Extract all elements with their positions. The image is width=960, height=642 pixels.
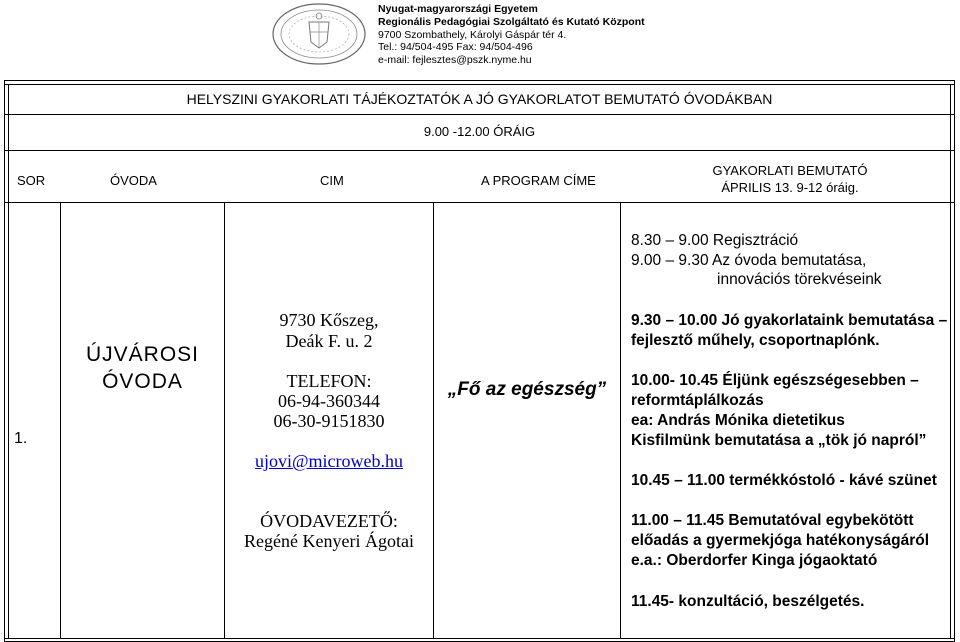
header-date: ÁPRILIS 13. 9-12 óráig. bbox=[721, 180, 859, 195]
head-name: Regéné Kenyeri Ágotai bbox=[244, 531, 414, 551]
schedule-item: 9.00 – 9.30 Az óvoda bemutatása, bbox=[631, 252, 867, 269]
header-gyakorlati: GYAKORLATI BEMUTATÓ bbox=[712, 163, 868, 178]
schedule-item: 10.00- 10.45 Éljünk egészségesebben – bbox=[631, 372, 919, 389]
phone-label: TELEFON: bbox=[286, 371, 372, 391]
schedule-item: 9.30 – 10.00 Jó gyakorlataink bemutatása – bbox=[631, 312, 948, 329]
schedule-item: innovációs törekvéseink bbox=[717, 271, 882, 288]
schedule-item: fejlesztő műhely, csoportnaplónk. bbox=[631, 332, 880, 349]
schedule-item: előadás a gyermekjóga hatékonyságáról bbox=[631, 532, 930, 549]
document-title: HELYSZINI GYAKORLATI TÁJÉKOZTATÓK A JÓ GYAKORLATOT BEMUTATÓ ÓVODÁKBAN bbox=[186, 91, 773, 107]
schedule-item: 11.45- konzultáció, beszélgetés. bbox=[631, 593, 865, 610]
document-time: 9.00 -12.00 ÓRÁIG bbox=[423, 124, 536, 139]
institution-phone: Tel.: 94/504-495 Fax: 94/504-496 bbox=[378, 41, 533, 53]
schedule-item: 10.45 – 11.00 termékkóstoló - kávé szünet bbox=[631, 472, 937, 489]
header-ovoda: ÓVODA bbox=[110, 173, 157, 188]
institution-address: 9700 Szombathely, Károlyi Gáspár tér 4. bbox=[378, 29, 567, 41]
schedule-item: reformtáplálkozás bbox=[631, 392, 764, 409]
address-line1: 9730 Kőszeg, bbox=[279, 310, 379, 330]
address-line2: Deák F. u. 2 bbox=[285, 331, 373, 351]
institution-email: e-mail: fejlesztes@pszk.nyme.hu bbox=[378, 54, 532, 66]
schedule-item: Kisfilmünk bemutatása a „tök jó napról” bbox=[631, 432, 927, 449]
row-number: 1. bbox=[14, 430, 28, 447]
header-sor: SOR bbox=[17, 173, 46, 188]
institution-center: Regionális Pedagógiai Szolgáltató és Kutató Központ bbox=[378, 16, 645, 28]
header-program: A PROGRAM CÍME bbox=[481, 173, 596, 188]
schedule-item: 8.30 – 9.00 Regisztráció bbox=[631, 232, 799, 249]
university-seal-logo bbox=[271, 2, 367, 66]
kindergarten-name-line2: ÓVODA bbox=[102, 370, 183, 393]
program-title: „Fő az egészség” bbox=[447, 379, 607, 400]
header-cim: CIM bbox=[320, 173, 344, 188]
institution-name: Nyugat-magyarországi Egyetem bbox=[378, 3, 538, 15]
phone-1: 06-94-360344 bbox=[278, 391, 380, 411]
phone-2: 06-30-9151830 bbox=[273, 411, 385, 431]
kindergarten-name-line1: ÚJVÁROSI bbox=[85, 343, 200, 366]
email-link[interactable]: ujovi@microweb.hu bbox=[254, 451, 404, 471]
schedule-item: e.a.: Oberdorfer Kinga jógaoktató bbox=[631, 552, 878, 569]
head-label: ÓVODAVEZETŐ: bbox=[260, 511, 398, 531]
schedule-item: ea: András Mónika dietetikus bbox=[631, 412, 845, 429]
schedule-item: 11.00 – 11.45 Bemutatóval egybekötött bbox=[631, 512, 914, 529]
